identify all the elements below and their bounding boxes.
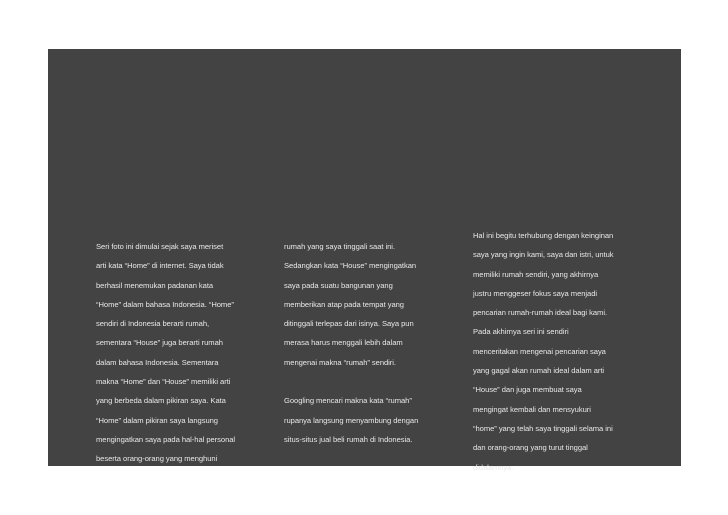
text-line: beserta orang-orang yang menghuni <box>96 454 218 464</box>
text-column-3 <box>473 226 614 477</box>
text-line: “Home” dalam pikiran saya langsung <box>96 415 218 425</box>
text-line: Googling mencari makna kata “rumah” <box>284 396 412 406</box>
text-line: dalam bahasa Indonesia. Sementara <box>96 357 219 367</box>
text-line: Seri foto ini dimulai sejak saya meriset <box>96 242 224 251</box>
text-line: memberikan atap pada tempat yang <box>284 299 404 309</box>
text-line: dan orang-orang yang turut tinggal <box>473 443 588 453</box>
text-line: pencarian rumah-rumah ideal bagi kami. <box>473 308 608 318</box>
text-line: sendiri di Indonesia berarti rumah, <box>96 319 210 329</box>
text-line: didalamnya. <box>473 462 514 472</box>
text-line: sementara “House” juga berarti rumah <box>96 338 223 348</box>
text-line: yang berbeda dalam pikiran saya. Kata <box>96 396 226 406</box>
text-line: saya yang ingin kami, saya dan istri, untuk <box>473 250 614 260</box>
text-line: mengingat kembali dan mensyukuri <box>473 404 591 414</box>
text-column-2 <box>284 237 418 449</box>
text-line: mengingatkan saya pada hal-hal personal <box>96 434 236 444</box>
text-line: ditinggali terlepas dari isinya. Saya pun <box>284 319 414 329</box>
text-line: arti kata “Home” di internet. Saya tidak <box>96 261 224 271</box>
text-line: saya pada suatu bangunan yang <box>284 280 393 290</box>
text-line: rumah yang saya tinggali saat ini. <box>284 242 396 251</box>
text-line: “Home” dalam bahasa Indonesia. “Home” <box>96 299 234 309</box>
text-line: menceritakan mengenai pencarian saya <box>473 346 606 356</box>
text-line: mengenai makna “rumah” sendiri. <box>284 357 396 367</box>
text-line: Hal ini begitu terhubung dengan keinginan <box>473 231 614 240</box>
text-column-1 <box>96 237 235 469</box>
text-line: situs-situs jual beli rumah di Indonesia. <box>284 434 413 444</box>
text-line: Sedangkan kata “House” mengingatkan <box>284 261 417 271</box>
text-line: makna “Home” dan “House” memiliki arti <box>96 377 231 387</box>
paragraph-gap <box>284 372 418 391</box>
text-line: memiliki rumah sendiri, yang akhirnya <box>473 269 599 279</box>
text-line: Pada akhirnya seri ini sendiri <box>473 327 569 337</box>
text-line: justru menggeser fokus saya menjadi <box>473 288 598 298</box>
text-line: “home” yang telah saya tinggali selama ini <box>473 423 613 433</box>
text-line: yang gagal akan rumah ideal dalam arti <box>473 366 605 376</box>
text-line: berhasil menemukan padanan kata <box>96 280 214 290</box>
text-line: rupanya langsung menyambung dengan <box>284 415 419 425</box>
text-line: merasa harus menggali lebih dalam <box>284 338 403 348</box>
text-line: “House” dan juga membuat saya <box>473 385 582 395</box>
